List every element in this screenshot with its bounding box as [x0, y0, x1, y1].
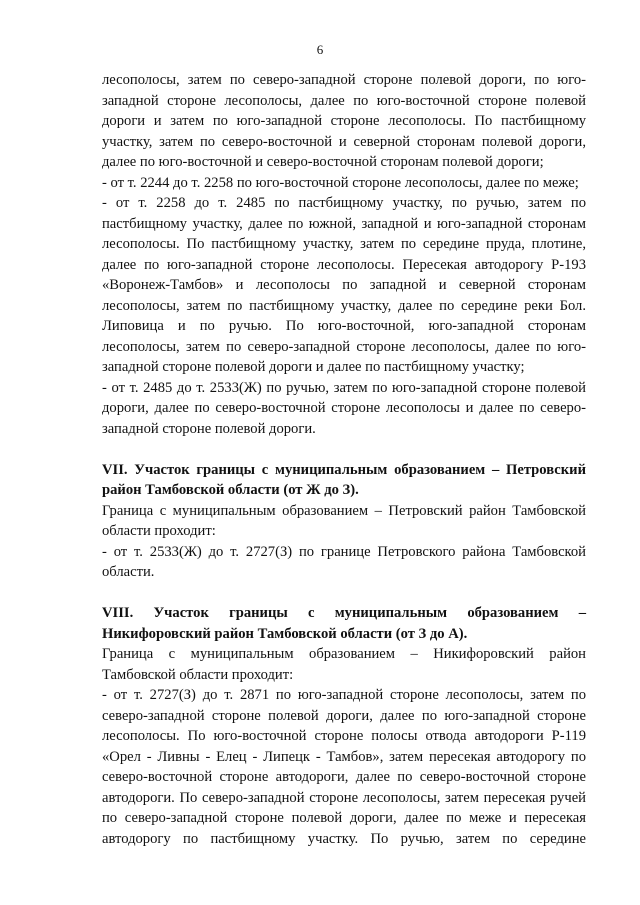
text-line: по северо-западной стороне полевой дороги, далее по меже и пересекая: [102, 810, 586, 826]
text-line: северо-восточной стороне автодороги, далее по северо-восточной стороне: [102, 769, 586, 785]
text-line: Граница с муниципальным образованием – Петровский район Тамбовской: [102, 502, 586, 519]
text-line: автодорогу по пастбищному участку. По ручью, затем по середине: [102, 830, 586, 847]
text-line: Липовица и по ручью. По юго-восточной, юго-западной сторонам: [102, 318, 586, 334]
text-line: дороги и затем по юго-западной стороне лесополосы. По пастбищному: [102, 113, 586, 129]
section-8-body: [102, 644, 586, 849]
text-line: лесополосы, затем по северо-западной стороне полевой дороги, по юго-: [102, 72, 586, 88]
text-line: лесополосы, затем по северо-западной стороне лесополосы, далее по юго-: [102, 338, 586, 355]
text-line: западной стороне полевой дороги.: [102, 420, 316, 437]
text-line: VII. Участок границы с муниципальным образованием – Петровский: [102, 461, 586, 478]
text-line: - от т. 2533(Ж) до т. 2727(З) по границе Петровского района Тамбовской: [102, 543, 586, 560]
text-line: лесополосы. По юго-восточной стороне полосы отвода автодороги Р-119: [102, 728, 586, 744]
text-line: области.: [102, 564, 155, 580]
section-gap: [102, 583, 586, 604]
boundary-description-block: [102, 70, 586, 439]
text-line: - от т. 2727(З) до т. 2871 по юго-западной стороне лесополосы, затем по: [102, 687, 586, 703]
text-line: - от т. 2258 до т. 2485 по пастбищному участку, по ручью, затем по: [102, 195, 586, 211]
text-line: «Орел - Ливны - Елец - Липецк - Тамбов», затем пересекая автодорогу по: [102, 748, 586, 765]
text-line: - от т. 2485 до т. 2533(Ж) по ручью, затем по юго-западной стороне полевой: [102, 379, 586, 396]
text-line: западной стороне полевой дороги и далее по пастбищному участку;: [102, 359, 525, 375]
text-line: автодороги. По северо-западной стороне лесополосы, затем пересекая ручей: [102, 789, 586, 806]
text-line: северо-западной стороне полевой дороги, далее по юго-западной стороне: [102, 707, 586, 724]
text-line: Тамбовской области проходит:: [102, 666, 294, 683]
text-line: лесополосы, затем по пастбищному участку, далее по середине реки Бол.: [102, 297, 586, 314]
text-line: далее по юго-западной стороне лесополосы. Пересекая автодорогу Р-193: [102, 256, 586, 273]
section-7-body: [102, 501, 586, 583]
page-number: 6: [316, 42, 324, 57]
text-line: далее по юго-восточной и северо-восточной сторонам полевой дороги;: [102, 154, 544, 170]
section-7-heading: [102, 460, 586, 501]
text-line: - от т. 2244 до т. 2258 по юго-восточной стороне лесополосы, далее по меже;: [102, 174, 579, 191]
section-gap: [102, 439, 586, 460]
text-line: лесополосы. По пастбищному участку, затем по середине пруда, плотине,: [102, 236, 586, 252]
text-line: пастбищному участку, далее по южной, западной и юго-западной сторонам: [102, 215, 586, 232]
text-line: дороги, далее по северо-восточной стороне лесополосы и далее по северо-: [102, 400, 586, 416]
text-line: «Воронеж-Тамбов» и лесополосы по западной и северной сторонам: [102, 277, 586, 293]
text-line: район Тамбовской области (от Ж до З).: [102, 482, 359, 498]
text-line: участку, затем по северо-восточной и северной сторонам полевой дороги,: [102, 133, 586, 150]
document-content: [102, 70, 586, 849]
text-line: Никифоровский район Тамбовской области (от З до А).: [102, 625, 468, 642]
text-line: области проходит:: [102, 523, 216, 539]
text-line: VIII. Участок границы с муниципальным образованием –: [102, 605, 586, 621]
text-line: западной стороне лесополосы, далее по юго-восточной стороне полевой: [102, 92, 586, 109]
section-8-heading: [102, 603, 586, 644]
text-line: Граница с муниципальным образованием – Никифоровский район: [102, 646, 586, 662]
